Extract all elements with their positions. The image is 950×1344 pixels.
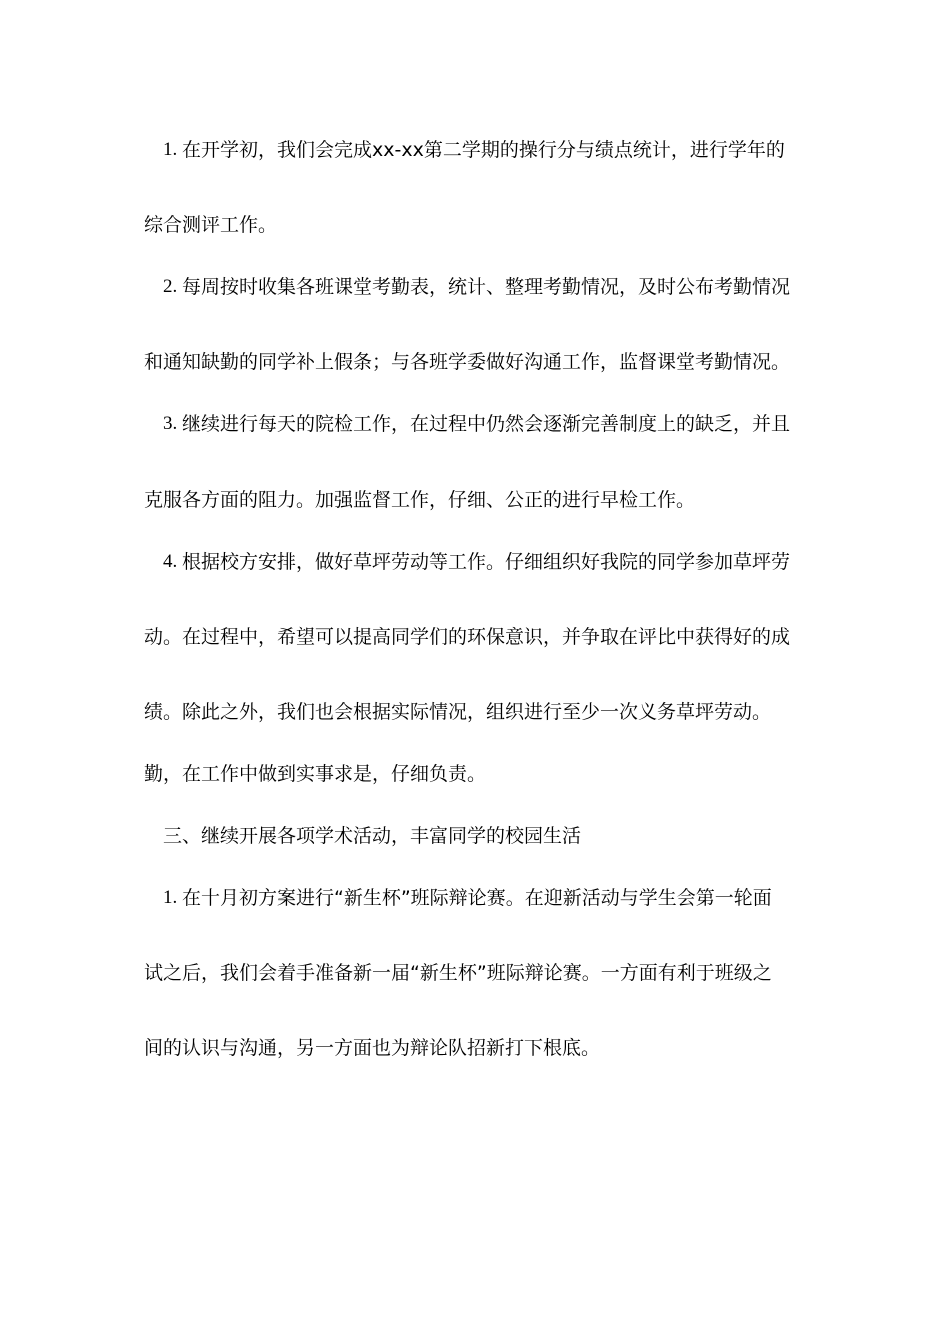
line-text: 勤，在工作中做到实事求是，仔细负责。 xyxy=(144,763,487,785)
line-text: 间的认识与沟通，另一方面也为辩论队招新打下根底。 xyxy=(144,1037,601,1059)
line-text: 根据校方安排，做好草坪劳动等工作。仔细组织好我院的同学参加草坪劳 xyxy=(182,551,791,573)
line-text: 和通知缺勤的同学补上假条；与各班学委做好沟通工作，监督课堂考勤情况。 xyxy=(144,351,791,373)
line-text: 三、继续开展各项学术活动，丰富同学的校园生活 xyxy=(163,825,582,847)
line-text: 综合测评工作。 xyxy=(144,214,278,236)
line-text: 每周按时收集各班课堂考勤表，统计、整理考勤情况，及时公布考勤情况 xyxy=(182,276,791,298)
line-text: 继续进行每天的院检工作，在过程中仍然会逐渐完善制度上的缺乏，并且 xyxy=(182,413,791,435)
list-number: 4. xyxy=(163,551,178,572)
list-number: 1. xyxy=(163,139,178,160)
line-text: 动。在过程中，希望可以提高同学们的环保意识，并争取在评比中获得好的成 xyxy=(144,626,791,648)
line-text: 绩。除此之外，我们也会根据实际情况，组织进行至少一次义务草坪劳动。 xyxy=(144,701,772,723)
line-text: 在开学初，我们会完成xx-xx第二学期的操行分与绩点统计，进行学年的 xyxy=(182,139,785,161)
list-number: 3. xyxy=(163,413,178,434)
list-number: 1. xyxy=(163,887,178,908)
line-text: 克服各方面的阻力。加强监督工作，仔细、公正的进行早检工作。 xyxy=(144,489,696,511)
line-text: 在十月初方案进行“新生杯”班际辩论赛。在迎新活动与学生会第一轮面 xyxy=(182,887,772,909)
list-number: 2. xyxy=(163,276,178,297)
line-text: 试之后，我们会着手准备新一届“新生杯”班际辩论赛。一方面有利于班级之 xyxy=(144,962,772,984)
